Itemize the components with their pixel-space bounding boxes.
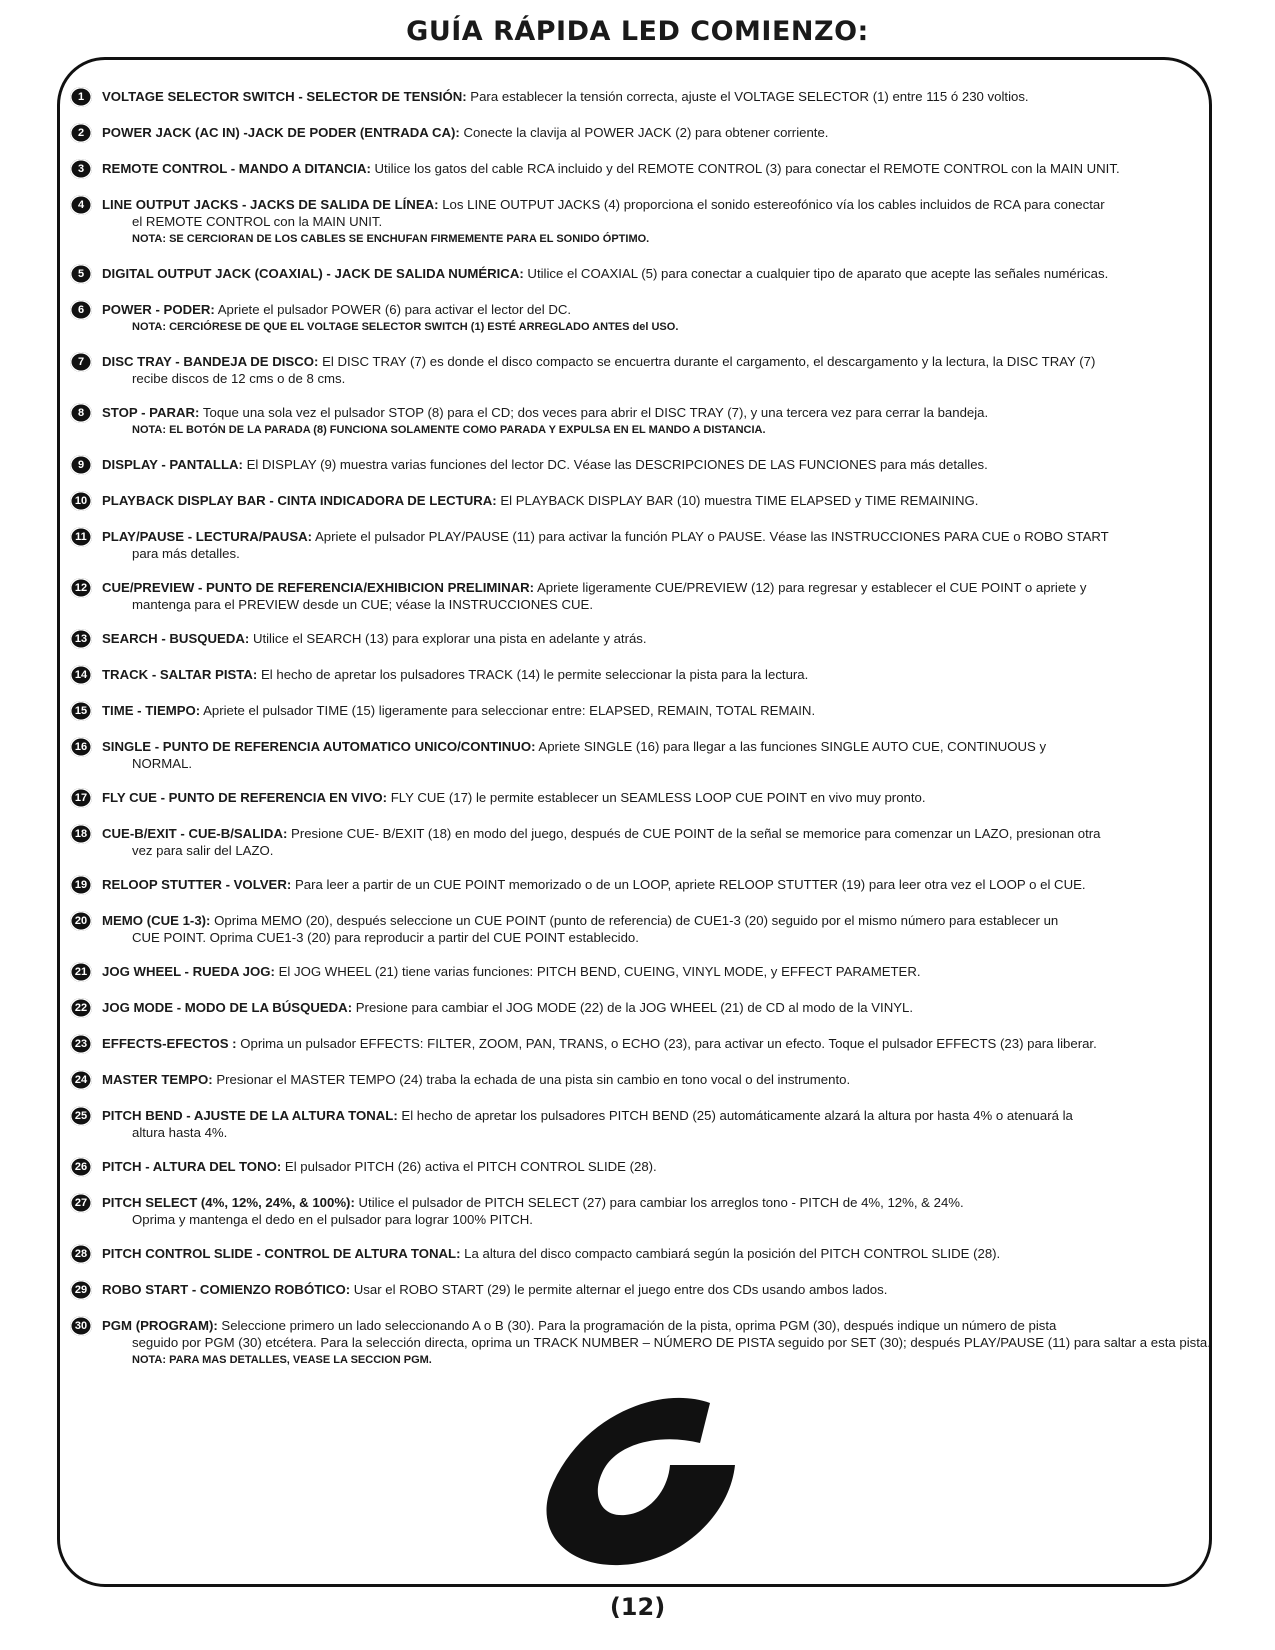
item-body xyxy=(102,404,1215,439)
item-number-badge: 16 xyxy=(70,737,92,757)
item-body xyxy=(102,124,1215,141)
guide-item xyxy=(70,630,1215,649)
item-number-badge: 30 xyxy=(70,1316,92,1336)
item-body xyxy=(102,1107,1215,1141)
item-heading: CUE/PREVIEW - PUNTO DE REFERENCIA/EXHIBICION PRELIMINAR: xyxy=(102,580,535,595)
item-continuation: vez para salir del LAZO. xyxy=(132,843,274,858)
item-text: Para leer a partir de un CUE POINT memorizado o de un LOOP, apriete RELOOP STUTTER (19) para leer otra vez el LOOP o el CUE. xyxy=(294,877,1086,892)
item-heading: POWER JACK (AC IN) -JACK DE PODER (ENTRADA CA): xyxy=(102,125,460,140)
item-heading: SEARCH - BUSQUEDA: xyxy=(102,631,250,646)
item-heading: SINGLE - PUNTO DE REFERENCIA AUTOMATICO UNICO/CONTINUO: xyxy=(102,739,536,754)
item-body xyxy=(102,876,1215,893)
guide-item xyxy=(70,963,1215,982)
item-text: El DISC TRAY (7) es donde el disco compacto se encuertra durante el cargamento, el descargamento y la lectura, la DISC TRAY (7) xyxy=(322,354,1096,369)
item-number-badge: 5 xyxy=(70,264,92,284)
item-text: Apriete el pulsador PLAY/PAUSE (11) para activar la función PLAY o PAUSE. Véase las INSTRUCCIONES PARA CUE o ROBO START xyxy=(314,529,1109,544)
guide-item xyxy=(70,404,1215,439)
page-title: GUÍA RÁPIDA LED COMIENZO: xyxy=(406,16,869,47)
item-continuation: altura hasta 4%. xyxy=(132,1125,228,1140)
item-body xyxy=(102,492,1215,509)
item-heading: VOLTAGE SELECTOR SWITCH - SELECTOR DE TENSIÓN: xyxy=(102,89,467,104)
guide-item xyxy=(70,456,1215,475)
guide-item xyxy=(70,825,1215,859)
item-body xyxy=(102,789,1215,806)
item-number-badge: 15 xyxy=(70,701,92,721)
item-text: Apriete SINGLE (16) para llegar a las funciones SINGLE AUTO CUE, CONTINUOUS y xyxy=(538,739,1047,754)
guide-item xyxy=(70,912,1215,946)
guide-item xyxy=(70,789,1215,808)
item-body xyxy=(102,265,1215,282)
item-text: Usar el ROBO START (29) le permite alternar el juego entre dos CDs usando ambos lados. xyxy=(353,1282,888,1297)
item-number-badge: 2 xyxy=(70,123,92,143)
item-heading: TRACK - SALTAR PISTA: xyxy=(102,667,258,682)
item-number-badge: 13 xyxy=(70,629,92,649)
item-text: Utilice los gatos del cable RCA incluido y del REMOTE CONTROL (3) para conectar el REMOTE CONTROL con la MAIN UNIT. xyxy=(374,161,1120,176)
item-text: Para establecer la tensión correcta, ajuste el VOLTAGE SELECTOR (1) entre 115 ó 230 voltios. xyxy=(470,89,1029,104)
item-continuation: NORMAL. xyxy=(132,756,193,771)
guide-item xyxy=(70,999,1215,1018)
item-body xyxy=(102,196,1215,248)
guide-list xyxy=(70,88,1215,1386)
item-number-badge: 27 xyxy=(70,1193,92,1213)
item-number-badge: 29 xyxy=(70,1280,92,1300)
item-number-badge: 17 xyxy=(70,788,92,808)
item-number-badge: 8 xyxy=(70,403,92,423)
item-number-badge: 1 xyxy=(70,87,92,107)
item-number-badge: 19 xyxy=(70,875,92,895)
item-body xyxy=(102,1281,1215,1298)
guide-item xyxy=(70,160,1215,179)
item-body xyxy=(102,963,1215,980)
item-text: Oprima un pulsador EFFECTS: FILTER, ZOOM, PAN, TRANS, o ECHO (23), para activar un efecto. Toque el pulsador EFFECTS (23) para liberar. xyxy=(240,1036,1097,1051)
item-body xyxy=(102,301,1215,336)
item-number-badge: 24 xyxy=(70,1070,92,1090)
item-heading: ROBO START - COMIENZO ROBÓTICO: xyxy=(102,1282,351,1297)
guide-item xyxy=(70,88,1215,107)
item-number-badge: 6 xyxy=(70,300,92,320)
item-heading: RELOOP STUTTER - VOLVER: xyxy=(102,877,292,892)
guide-item xyxy=(70,301,1215,336)
item-body xyxy=(102,528,1215,562)
item-body xyxy=(102,579,1215,613)
item-number-badge: 23 xyxy=(70,1034,92,1054)
item-body xyxy=(102,1158,1215,1175)
item-note: NOTA: CERCIÓRESE DE QUE EL VOLTAGE SELECTOR SWITCH (1) ESTÉ ARREGLADO ANTES del USO. xyxy=(132,321,679,333)
guide-item xyxy=(70,876,1215,895)
item-text: Apriete ligeramente CUE/PREVIEW (12) para regresar y establecer el CUE POINT o apriete y xyxy=(536,580,1087,595)
item-continuation: seguido por PGM (30) etcétera. Para la selección directa, oprima un TRACK NUMBER – NÚMERO DE PISTA seguido por SET (30); después PLAY/PAUSE (11) para saltar a esta pista. xyxy=(132,1335,1211,1350)
item-body xyxy=(102,999,1215,1016)
item-continuation: el REMOTE CONTROL con la MAIN UNIT. xyxy=(132,214,383,229)
guide-item xyxy=(70,1158,1215,1177)
item-text: Utilice el pulsador de PITCH SELECT (27) para cambiar los arreglos tono - PITCH de 4%, 12%, & 24%. xyxy=(358,1195,964,1210)
item-number-badge: 3 xyxy=(70,159,92,179)
item-continuation: Oprima y mantenga el dedo en el pulsador para lograr 100% PITCH. xyxy=(132,1212,533,1227)
item-heading: JOG WHEEL - RUEDA JOG: xyxy=(102,964,275,979)
guide-item xyxy=(70,124,1215,143)
guide-item xyxy=(70,265,1215,284)
item-heading: PGM (PROGRAM): xyxy=(102,1318,218,1333)
item-continuation: CUE POINT. Oprima CUE1-3 (20) para reproducir a partir del CUE POINT establecido. xyxy=(132,930,639,945)
item-heading: MASTER TEMPO: xyxy=(102,1072,213,1087)
item-continuation: para más detalles. xyxy=(132,546,240,561)
item-number-badge: 28 xyxy=(70,1244,92,1264)
item-body xyxy=(102,1317,1215,1369)
item-text: Apriete el pulsador POWER (6) para activar el lector del DC. xyxy=(217,302,572,317)
item-text: Presione para cambiar el JOG MODE (22) de la JOG WHEEL (21) de CD al modo de la VINYL. xyxy=(355,1000,914,1015)
guide-item xyxy=(70,579,1215,613)
item-text: El pulsador PITCH (26) activa el PITCH CONTROL SLIDE (28). xyxy=(284,1159,657,1174)
item-heading: PITCH - ALTURA DEL TONO: xyxy=(102,1159,282,1174)
item-heading: CUE-B/EXIT - CUE-B/SALIDA: xyxy=(102,826,288,841)
item-note: NOTA: EL BOTÓN DE LA PARADA (8) FUNCIONA SOLAMENTE COMO PARADA Y EXPULSA EN EL MANDO A DISTANCIA. xyxy=(132,424,766,436)
item-text: Presione CUE- B/EXIT (18) en modo del juego, después de CUE POINT de la señal se memorice para comenzar un LAZO, presionan otra xyxy=(291,826,1101,841)
guide-item xyxy=(70,1317,1215,1369)
item-text: FLY CUE (17) le permite establecer un SEAMLESS LOOP CUE POINT en vivo muy pronto. xyxy=(390,790,926,805)
item-body xyxy=(102,1245,1215,1262)
guide-item xyxy=(70,702,1215,721)
item-heading: DISC TRAY - BANDEJA DE DISCO: xyxy=(102,354,319,369)
item-heading: LINE OUTPUT JACKS - JACKS DE SALIDA DE LÍNEA: xyxy=(102,197,439,212)
item-heading: FLY CUE - PUNTO DE REFERENCIA EN VIVO: xyxy=(102,790,388,805)
item-number-badge: 14 xyxy=(70,665,92,685)
item-text: El hecho de apretar los pulsadores TRACK (14) le permite seleccionar la pista para la lectura. xyxy=(260,667,809,682)
item-number-badge: 9 xyxy=(70,455,92,475)
item-heading: MEMO (CUE 1-3): xyxy=(102,913,211,928)
brand-g-logo-icon xyxy=(540,1395,740,1570)
item-heading: TIME - TIEMPO: xyxy=(102,703,201,718)
item-text: Los LINE OUTPUT JACKS (4) proporciona el sonido estereofónico vía los cables incluidos de RCA para conectar xyxy=(442,197,1105,212)
item-body xyxy=(102,912,1215,946)
item-text: Seleccione primero un lado seleccionando A o B (30). Para la programación de la pista, oprima PGM (30), después indique un número de pista xyxy=(221,1318,1057,1333)
item-heading: REMOTE CONTROL - MANDO A DITANCIA: xyxy=(102,161,371,176)
guide-item xyxy=(70,1194,1215,1228)
item-heading: PLAY/PAUSE - LECTURA/PAUSA: xyxy=(102,529,313,544)
item-body xyxy=(102,1035,1215,1052)
item-number-badge: 4 xyxy=(70,195,92,215)
guide-item xyxy=(70,196,1215,248)
item-body xyxy=(102,160,1215,177)
item-text: Utilice el COAXIAL (5) para conectar a cualquier tipo de aparato que acepte las señales numéricas. xyxy=(527,266,1109,281)
item-body xyxy=(102,630,1215,647)
item-text: Conecte la clavija al POWER JACK (2) para obtener corriente. xyxy=(463,125,829,140)
item-number-badge: 18 xyxy=(70,824,92,844)
item-body xyxy=(102,702,1215,719)
guide-item xyxy=(70,1071,1215,1090)
item-body xyxy=(102,353,1215,387)
item-heading: PITCH SELECT (4%, 12%, 24%, & 100%): xyxy=(102,1195,355,1210)
item-number-badge: 11 xyxy=(70,527,92,547)
item-text: Oprima MEMO (20), después seleccione un CUE POINT (punto de referencia) de CUE1-3 (20) seguido por el mismo número para establecer un xyxy=(214,913,1059,928)
guide-item xyxy=(70,666,1215,685)
item-heading: PITCH BEND - AJUSTE DE LA ALTURA TONAL: xyxy=(102,1108,398,1123)
guide-item xyxy=(70,528,1215,562)
item-heading: DIGITAL OUTPUT JACK (COAXIAL) - JACK DE SALIDA NUMÉRICA: xyxy=(102,266,524,281)
guide-item xyxy=(70,738,1215,772)
item-heading: POWER - PODER: xyxy=(102,302,215,317)
item-heading: DISPLAY - PANTALLA: xyxy=(102,457,243,472)
item-number-badge: 26 xyxy=(70,1157,92,1177)
item-text: El hecho de apretar los pulsadores PITCH BEND (25) automáticamente alzará la altura por hasta 4% o atenuará la xyxy=(401,1108,1073,1123)
item-number-badge: 25 xyxy=(70,1106,92,1126)
item-heading: PITCH CONTROL SLIDE - CONTROL DE ALTURA TONAL: xyxy=(102,1246,461,1261)
item-text: El JOG WHEEL (21) tiene varias funciones: PITCH BEND, CUEING, VINYL MODE, y EFFECT PARAMETER. xyxy=(278,964,921,979)
item-text: El DISPLAY (9) muestra varias funciones del lector DC. Véase las DESCRIPCIONES DE LAS FUNCIONES para más detalles. xyxy=(246,457,988,472)
item-number-badge: 7 xyxy=(70,352,92,372)
item-heading: STOP - PARAR: xyxy=(102,405,200,420)
item-body xyxy=(102,825,1215,859)
item-number-badge: 20 xyxy=(70,911,92,931)
item-text: La altura del disco compacto cambiará según la posición del PITCH CONTROL SLIDE (28). xyxy=(464,1246,1001,1261)
item-body xyxy=(102,1194,1215,1228)
item-note: NOTA: SE CERCIORAN DE LOS CABLES SE ENCHUFAN FIRMEMENTE PARA EL SONIDO ÓPTIMO. xyxy=(132,233,650,245)
page-number: (12) xyxy=(609,1593,666,1621)
guide-item xyxy=(70,1035,1215,1054)
item-continuation: recibe discos de 12 cms o de 8 cms. xyxy=(132,371,346,386)
item-text: Presionar el MASTER TEMPO (24) traba la echada de una pista sin cambio en tono vocal o del instrumento. xyxy=(216,1072,851,1087)
item-text: Apriete el pulsador TIME (15) ligeramente para seleccionar entre: ELAPSED, REMAIN, TOTAL REMAIN. xyxy=(203,703,816,718)
item-heading: PLAYBACK DISPLAY BAR - CINTA INDICADORA DE LECTURA: xyxy=(102,493,497,508)
item-heading: EFFECTS-EFECTOS : xyxy=(102,1036,237,1051)
item-text: El PLAYBACK DISPLAY BAR (10) muestra TIME ELAPSED y TIME REMAINING. xyxy=(500,493,979,508)
item-body xyxy=(102,88,1215,105)
guide-item xyxy=(70,1281,1215,1300)
item-body xyxy=(102,738,1215,772)
guide-item xyxy=(70,353,1215,387)
item-number-badge: 12 xyxy=(70,578,92,598)
item-heading: JOG MODE - MODO DE LA BÚSQUEDA: xyxy=(102,1000,353,1015)
item-number-badge: 10 xyxy=(70,491,92,511)
item-text: Utilice el SEARCH (13) para explorar una pista en adelante y atrás. xyxy=(252,631,647,646)
item-body xyxy=(102,1071,1215,1088)
guide-item xyxy=(70,1107,1215,1141)
item-body xyxy=(102,666,1215,683)
item-text: Toque una sola vez el pulsador STOP (8) para el CD; dos veces para abrir el DISC TRAY (7), y una tercera vez para cerrar la bandeja. xyxy=(202,405,989,420)
item-note: NOTA: PARA MAS DETALLES, VEASE LA SECCION PGM. xyxy=(132,1354,432,1366)
item-continuation: mantenga para el PREVIEW desde un CUE; véase la INSTRUCCIONES CUE. xyxy=(132,597,594,612)
item-number-badge: 21 xyxy=(70,962,92,982)
guide-item xyxy=(70,1245,1215,1264)
item-body xyxy=(102,456,1215,473)
item-number-badge: 22 xyxy=(70,998,92,1018)
guide-item xyxy=(70,492,1215,511)
